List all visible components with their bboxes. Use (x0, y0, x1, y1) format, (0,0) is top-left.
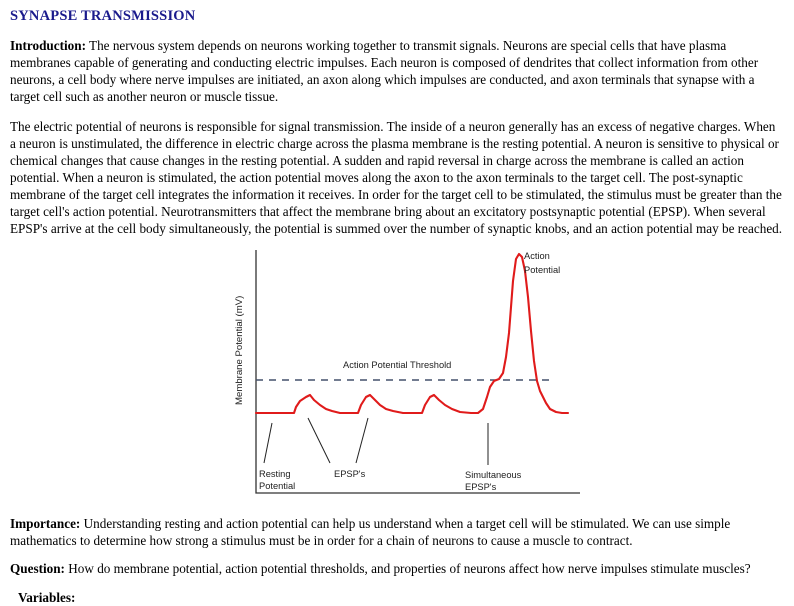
paragraph-body-importance: Understanding resting and action potential can help us understand when a target cell will be stimulated. We can use simple mathematics to determine how strong a stimulus must be in order for a chain of neurons to cause a muscle to contract. (10, 515, 731, 548)
paragraph-question (8, 560, 786, 577)
bottom-content (8, 515, 786, 606)
y-axis-label: Membrane Potential (mV) (234, 295, 245, 405)
leader-line-epsp-2 (356, 418, 368, 463)
paragraph-importance (8, 515, 786, 549)
paragraph-body-electric-potential: The electric potential of neurons is responsible for signal transmission. The inside of a neuron generally has an excess of negative charges. When a neuron is unstimulated, the difference in electric charge across the plasma membrane is the resting potential. A neuron is sensitive to physical or chemical changes that cause changes in the resting potential. A sudden and rapid reversal in charge across the membrane is called an action potential. When a neuron is stimulated, the action potential moves along the axon to the axon terminals to the target cell. The post-synaptic membrane of the target cell integrates the information it receives. In order for the target cell to be stimulated, the stimulus must be greater than the target cell's action potential. Neurotransmitters that affect the membrane bring about an excitatory postsynaptic potential (EPSP). When several EPSP's arrive at the cell body simultaneously, the potential is summed over the number of synaptic knobs, and an action potential may be reached. (10, 118, 783, 236)
membrane-potential-trace (256, 254, 568, 413)
paragraph-electric-potential (8, 118, 786, 237)
action-potential-label-line2: Potential (524, 264, 561, 275)
resting-potential-label-line1: Resting (259, 468, 291, 479)
figure-container (0, 245, 794, 503)
variables-label: Variables: (18, 589, 76, 605)
threshold-label: Action Potential Threshold (343, 359, 452, 370)
chart-axes (256, 250, 580, 493)
simultaneous-epsps-label-line2: EPSP's (465, 481, 497, 492)
resting-potential-label-line2: Potential (259, 480, 296, 491)
simultaneous-epsps-label-line1: Simultaneous (465, 469, 522, 480)
page-title: SYNAPSE TRANSMISSION (10, 8, 196, 24)
paragraph-lead-importance: Importance: (10, 515, 81, 531)
paragraph-lead-question: Question: (10, 560, 65, 576)
action-potential-label-line1: Action (524, 250, 550, 261)
leader-line-resting-potential (264, 423, 272, 463)
paragraph-body-introduction: The nervous system depends on neurons working together to transmit signals. Neurons are special cells that have plasma membranes capable of generating and conducting electric impulses. Each neuron is composed of dendrites that collect information from other neurons, a cell body where nerve impulses are initiated, an axon along which impulses are conducted, and axon terminals that synapse with a target cell such as another neuron or muscle tissue. (10, 38, 759, 105)
leader-line-epsp-1 (308, 418, 330, 463)
epsps-label: EPSP's (334, 468, 366, 479)
membrane-potential-chart (228, 245, 588, 500)
paragraph-lead-introduction: Introduction: (10, 38, 86, 54)
paragraph-introduction (8, 37, 786, 105)
paragraph-body-question: How do membrane potential, action potential thresholds, and properties of neurons affect how nerve impulses stimulate muscles? (64, 560, 751, 576)
